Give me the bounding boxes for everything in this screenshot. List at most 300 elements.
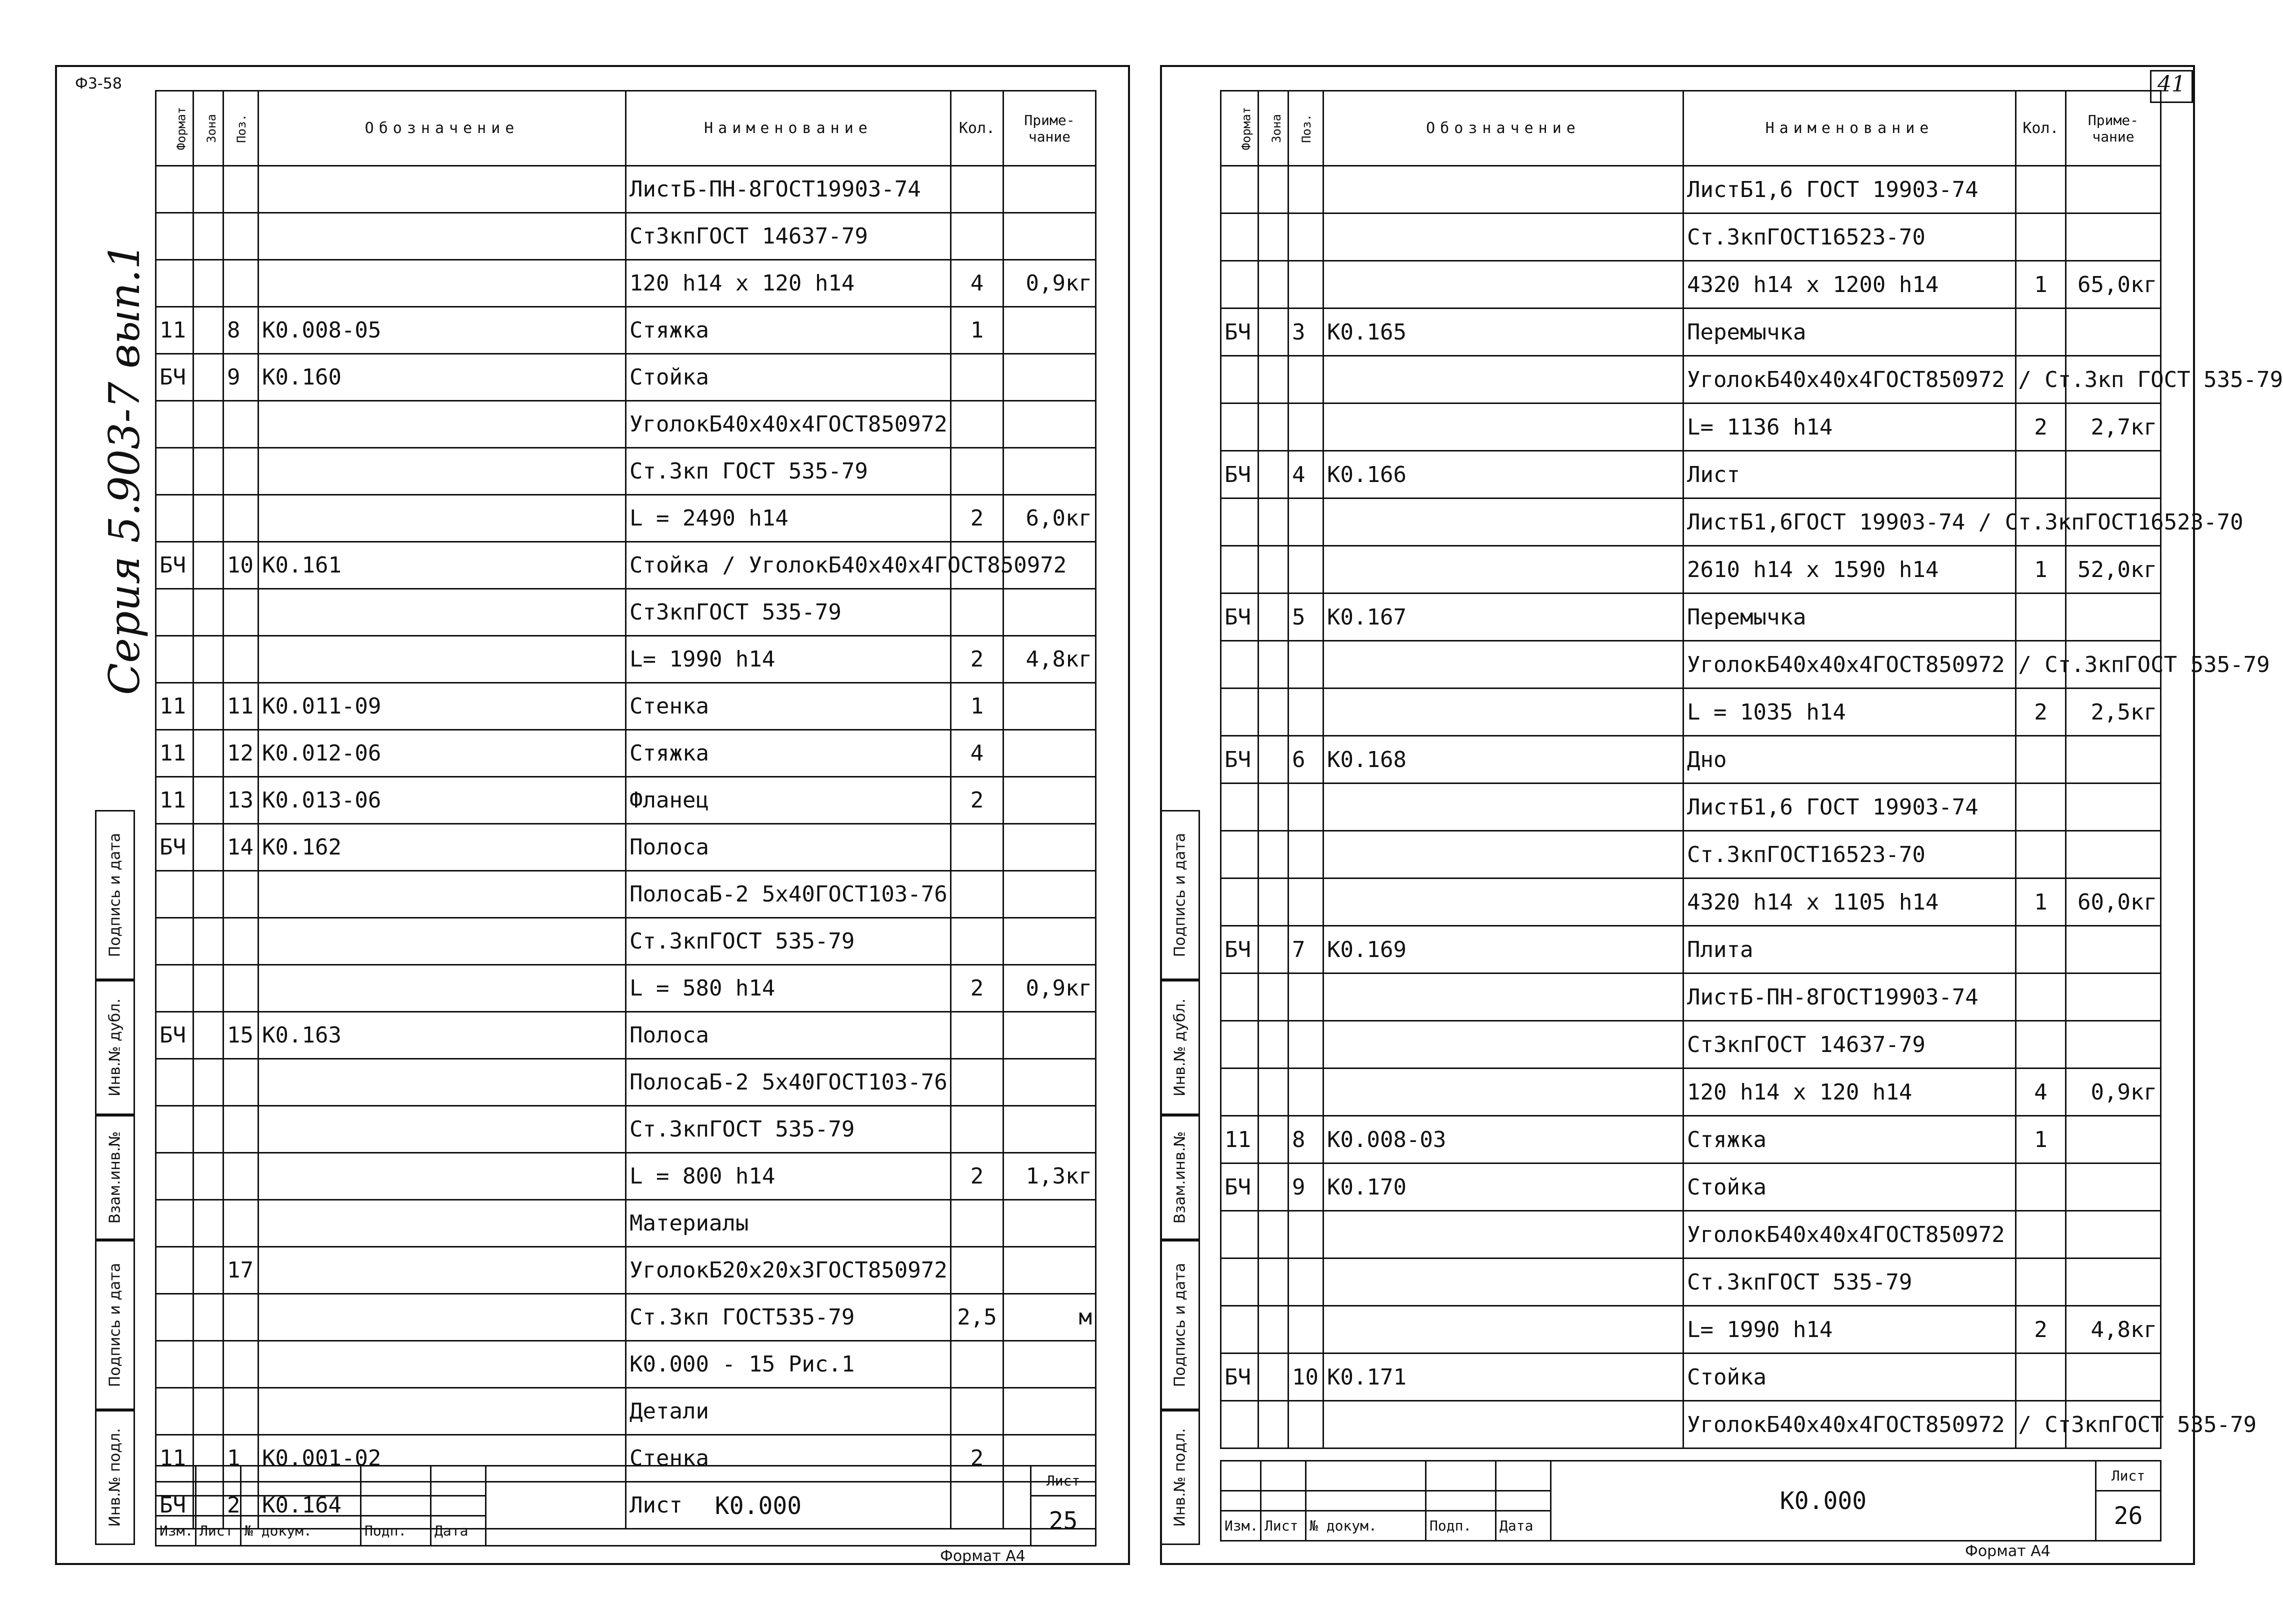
table-row: [1221, 261, 2161, 308]
cell-note: [1004, 307, 1096, 354]
cell-designation: К0.162: [258, 824, 626, 871]
cell-designation: [258, 1059, 626, 1106]
cell-pos: [1288, 356, 1324, 404]
cell-designation: [258, 965, 626, 1012]
cell-pos: [1288, 546, 1324, 594]
header-qty: Кол.: [951, 91, 1004, 166]
cell-qty: 2: [951, 1153, 1004, 1200]
cell-qty: [951, 871, 1004, 918]
cell-pos: [1288, 498, 1324, 546]
cell-note: 52,0кг: [2066, 546, 2161, 594]
table-row: [1221, 308, 2161, 356]
cell-note: 65,0кг: [2066, 261, 2161, 308]
table-row: [156, 260, 1096, 307]
cell-pos: 3: [1288, 308, 1324, 356]
table-row: [1221, 688, 2161, 736]
cell-designation: [1324, 1211, 1684, 1258]
cell-designation: [258, 166, 626, 213]
cell-zone: [1258, 166, 1288, 214]
col-list: Лист: [196, 1516, 241, 1546]
cell-zone: [1258, 214, 1288, 261]
cell-note: [2066, 784, 2161, 831]
cell-pos: [224, 1106, 258, 1153]
cell-name: УголокБ40х40х4ГОСТ850972 / Ст.3кп ГОСТ 535-79: [1684, 356, 2016, 404]
col-podp: Подп.: [361, 1516, 431, 1546]
cell-pos: [224, 871, 258, 918]
cell-pos: [224, 213, 258, 260]
cell-qty: [2016, 974, 2066, 1021]
cell-zone: [1258, 1258, 1288, 1306]
cell-format: [156, 918, 194, 965]
cell-format: [156, 213, 194, 260]
table-row: [156, 542, 1096, 589]
cell-qty: [2016, 308, 2066, 356]
table-row: [1221, 1021, 2161, 1068]
cell-pos: 6: [1288, 736, 1324, 784]
cell-pos: [1288, 1306, 1324, 1354]
table-row: [156, 448, 1096, 495]
cell-format: [156, 1294, 194, 1341]
cell-note: [1004, 213, 1096, 260]
cell-zone: [1258, 1068, 1288, 1116]
cell-format: [1221, 404, 1258, 451]
table-row: [1221, 356, 2161, 404]
header-name: Наименование: [1684, 91, 2016, 166]
cell-pos: [224, 260, 258, 307]
cell-zone: [194, 1341, 224, 1388]
cell-qty: [951, 1012, 1004, 1059]
cell-zone: [1258, 736, 1288, 784]
cell-name: L= 1990 h14: [1684, 1306, 2016, 1354]
cell-zone: [1258, 404, 1288, 451]
cell-format: [156, 1106, 194, 1153]
cell-note: [2066, 1164, 2161, 1211]
side-label: Инв.№ дубл.: [1160, 980, 1200, 1115]
cell-note: [1004, 683, 1096, 730]
cell-zone: [194, 777, 224, 824]
cell-pos: [224, 1341, 258, 1388]
right-spec-table: [1220, 90, 2283, 1449]
cell-zone: [1258, 1116, 1288, 1164]
left-spec-table: [155, 90, 1096, 1530]
cell-qty: [951, 448, 1004, 495]
cell-qty: 4: [951, 260, 1004, 307]
cell-zone: [1258, 926, 1288, 974]
cell-qty: [951, 1247, 1004, 1294]
cell-designation: [1324, 1258, 1684, 1306]
cell-pos: [224, 448, 258, 495]
table-row: [1221, 784, 2161, 831]
table-row: [1221, 831, 2161, 878]
cell-format: [1221, 688, 1258, 736]
cell-qty: [951, 213, 1004, 260]
cell-qty: 2: [951, 965, 1004, 1012]
cell-format: [156, 448, 194, 495]
cell-zone: [194, 1200, 224, 1247]
cell-designation: [258, 1200, 626, 1247]
header-designation: Обозначение: [1324, 91, 1684, 166]
sheet-label: Лист: [2096, 1461, 2161, 1491]
cell-pos: [1288, 878, 1324, 926]
cell-note: [1004, 1388, 1096, 1435]
cell-name: Лист: [1684, 451, 2016, 498]
cell-qty: [2016, 594, 2066, 641]
cell-qty: [951, 1059, 1004, 1106]
cell-pos: [1288, 404, 1324, 451]
cell-note: 4,8кг: [1004, 636, 1096, 683]
cell-note: [2066, 308, 2161, 356]
cell-name: Перемычка: [1684, 594, 2016, 641]
cell-format: [1221, 641, 1258, 688]
cell-zone: [1258, 974, 1288, 1021]
cell-designation: [258, 1294, 626, 1341]
cell-name: Перемычка: [1684, 308, 2016, 356]
table-row: [1221, 166, 2161, 214]
table-row: [1221, 1164, 2161, 1211]
cell-name: Стойка / УголокБ40х40х4ГОСТ850972: [626, 542, 951, 589]
cell-pos: 8: [1288, 1116, 1324, 1164]
cell-format: [1221, 974, 1258, 1021]
cell-name: Ст.3кп ГОСТ535-79: [626, 1294, 951, 1341]
cell-name: 120 h14 x 120 h14: [1684, 1068, 2016, 1116]
cell-designation: [258, 1106, 626, 1153]
table-row: [1221, 1211, 2161, 1258]
cell-pos: 10: [1288, 1354, 1324, 1401]
cell-pos: 11: [224, 683, 258, 730]
cell-format: [156, 495, 194, 542]
top-sheet-number: 41: [2150, 70, 2193, 103]
cell-note: [2066, 1258, 2161, 1306]
cell-note: [1004, 1012, 1096, 1059]
cell-pos: [1288, 831, 1324, 878]
cell-zone: [194, 824, 224, 871]
format-note-left: Формат А4: [940, 1548, 1026, 1565]
cell-designation: К0.171: [1324, 1354, 1684, 1401]
cell-zone: [194, 1153, 224, 1200]
cell-zone: [1258, 878, 1288, 926]
cell-name: Стойка: [1684, 1164, 2016, 1211]
cell-zone: [194, 683, 224, 730]
cell-pos: 8: [224, 307, 258, 354]
cell-zone: [194, 1294, 224, 1341]
cell-name: Ст3кпГОСТ 14637-79: [626, 213, 951, 260]
cell-note: [1004, 354, 1096, 401]
cell-note: [1004, 1106, 1096, 1153]
cell-format: БЧ: [156, 542, 194, 589]
cell-note: [2066, 1116, 2161, 1164]
cell-designation: [1324, 498, 1684, 546]
cell-note: [1004, 589, 1096, 636]
cell-format: БЧ: [1221, 926, 1258, 974]
cell-note: 2,7кг: [2066, 404, 2161, 451]
cell-name: ЛистБ1,6ГОСТ 19903-74 / Ст.3кпГОСТ16523-70: [1684, 498, 2016, 546]
cell-qty: [2016, 1164, 2066, 1211]
side-label: Подпись и дата: [1160, 1240, 1200, 1410]
cell-qty: 2: [951, 777, 1004, 824]
cell-format: [1221, 784, 1258, 831]
cell-zone: [194, 260, 224, 307]
cell-name: ЛистБ1,6 ГОСТ 19903-74: [1684, 784, 2016, 831]
cell-designation: К0.170: [1324, 1164, 1684, 1211]
table-row: [156, 1106, 1096, 1153]
cell-format: [1221, 1401, 1258, 1448]
cell-name: Стенка: [626, 1435, 951, 1482]
cell-name: УголокБ40х40х4ГОСТ850972 / Ст.3кпГОСТ 535-79: [1684, 641, 2016, 688]
cell-format: БЧ: [1221, 451, 1258, 498]
cell-qty: [2016, 166, 2066, 214]
table-row: [1221, 974, 2161, 1021]
cell-designation: [258, 495, 626, 542]
corner-code: Ф3-58: [75, 75, 122, 92]
cell-name: Стойка: [1684, 1354, 2016, 1401]
cell-zone: [194, 448, 224, 495]
side-label: Инв.№ дубл.: [95, 980, 135, 1115]
cell-designation: [1324, 261, 1684, 308]
cell-format: [1221, 1068, 1258, 1116]
side-label: Взам.инв.№: [1160, 1115, 1200, 1240]
cell-qty: 2,5: [951, 1294, 1004, 1341]
cell-note: [1004, 166, 1096, 213]
table-row: [156, 1294, 1096, 1341]
table-row: [156, 354, 1096, 401]
cell-name: Детали: [626, 1388, 951, 1435]
cell-name: Ст.3кпГОСТ 535-79: [1684, 1258, 2016, 1306]
cell-qty: [2016, 736, 2066, 784]
table-row: [1221, 1401, 2161, 1448]
cell-qty: [2016, 1258, 2066, 1306]
cell-name: Стойка: [626, 354, 951, 401]
cell-zone: [194, 354, 224, 401]
series-label: Серия 5.903-7 вып.1: [100, 242, 149, 695]
cell-qty: [951, 824, 1004, 871]
cell-pos: 5: [1288, 594, 1324, 641]
col-podp: Подп.: [1426, 1511, 1496, 1541]
table-row: [1221, 594, 2161, 641]
cell-pos: 9: [1288, 1164, 1324, 1211]
cell-designation: [258, 213, 626, 260]
cell-qty: [951, 918, 1004, 965]
cell-designation: [258, 589, 626, 636]
cell-designation: К0.008-03: [1324, 1116, 1684, 1164]
cell-zone: [1258, 308, 1288, 356]
cell-designation: [1324, 831, 1684, 878]
cell-designation: К0.001-02: [258, 1435, 626, 1482]
cell-pos: [1288, 641, 1324, 688]
cell-pos: [1288, 1068, 1324, 1116]
cell-zone: [1258, 1401, 1288, 1448]
table-row: [1221, 926, 2161, 974]
cell-zone: [1258, 261, 1288, 308]
header-row: [156, 91, 1096, 166]
cell-designation: К0.166: [1324, 451, 1684, 498]
cell-qty: 1: [2016, 878, 2066, 926]
cell-format: [1221, 166, 1258, 214]
cell-pos: [224, 401, 258, 448]
cell-note: 0,9кг: [1004, 260, 1096, 307]
cell-designation: [258, 1341, 626, 1388]
cell-name: Фланец: [626, 777, 951, 824]
cell-format: [156, 1200, 194, 1247]
table-row: [156, 307, 1096, 354]
table-row: [156, 636, 1096, 683]
header-designation: Обозначение: [258, 91, 626, 166]
side-label: Взам.инв.№: [95, 1115, 135, 1240]
cell-zone: [194, 1247, 224, 1294]
table-row: [1221, 1258, 2161, 1306]
cell-name: Стяжка: [1684, 1116, 2016, 1164]
cell-qty: [2016, 214, 2066, 261]
header-zone: Зона: [1258, 91, 1288, 166]
cell-format: БЧ: [1221, 736, 1258, 784]
cell-name: ПолосаБ-2 5х40ГОСТ103-76: [626, 871, 951, 918]
cell-zone: [194, 636, 224, 683]
cell-note: [2066, 974, 2161, 1021]
cell-name: Ст.3кпГОСТ16523-70: [1684, 214, 2016, 261]
cell-format: 11: [156, 683, 194, 730]
cell-pos: [1288, 1258, 1324, 1306]
cell-designation: К0.168: [1324, 736, 1684, 784]
cell-qty: [951, 1388, 1004, 1435]
table-row: [156, 1012, 1096, 1059]
table-row: [156, 1059, 1096, 1106]
sheet-label: Лист: [1031, 1466, 1096, 1496]
table-row: [156, 683, 1096, 730]
cell-designation: [1324, 1068, 1684, 1116]
cell-pos: [224, 918, 258, 965]
cell-zone: [1258, 594, 1288, 641]
cell-note: 0,9кг: [2066, 1068, 2161, 1116]
cell-qty: [951, 354, 1004, 401]
cell-pos: [1288, 688, 1324, 736]
cell-qty: [951, 401, 1004, 448]
cell-format: [1221, 498, 1258, 546]
cell-pos: 10: [224, 542, 258, 589]
cell-designation: К0.008-05: [258, 307, 626, 354]
cell-qty: 1: [951, 307, 1004, 354]
cell-designation: [1324, 878, 1684, 926]
header-row: [1221, 91, 2161, 166]
col-izm: Изм.: [156, 1516, 196, 1546]
table-row: [156, 1153, 1096, 1200]
cell-qty: [2016, 784, 2066, 831]
cell-designation: [1324, 784, 1684, 831]
cell-format: [1221, 878, 1258, 926]
table-row: [156, 1341, 1096, 1388]
table-row: [156, 495, 1096, 542]
cell-format: [1221, 1258, 1258, 1306]
cell-qty: [951, 589, 1004, 636]
cell-pos: [224, 1153, 258, 1200]
cell-zone: [1258, 451, 1288, 498]
cell-pos: [1288, 1211, 1324, 1258]
cell-qty: 2: [951, 636, 1004, 683]
cell-zone: [194, 730, 224, 777]
cell-pos: 9: [224, 354, 258, 401]
cell-zone: [194, 166, 224, 213]
cell-designation: [1324, 688, 1684, 736]
cell-note: [2066, 1354, 2161, 1401]
cell-format: БЧ: [1221, 308, 1258, 356]
cell-designation: К0.161: [258, 542, 626, 589]
cell-zone: [194, 495, 224, 542]
table-row: [156, 777, 1096, 824]
table-row: [156, 1200, 1096, 1247]
table-row: [1221, 404, 2161, 451]
cell-name: УголокБ40х40х4ГОСТ850972: [1684, 1211, 2016, 1258]
cell-name: 120 h14 x 120 h14: [626, 260, 951, 307]
cell-note: [1004, 777, 1096, 824]
cell-designation: [258, 401, 626, 448]
cell-qty: 1: [2016, 261, 2066, 308]
table-row: [156, 730, 1096, 777]
cell-zone: [194, 965, 224, 1012]
cell-note: [2066, 451, 2161, 498]
cell-format: БЧ: [156, 1482, 194, 1529]
cell-format: [156, 1388, 194, 1435]
cell-name: ЛистБ-ПН-8ГОСТ19903-74: [1684, 974, 2016, 1021]
cell-pos: 12: [224, 730, 258, 777]
table-row: [1221, 1306, 2161, 1354]
table-row: [156, 589, 1096, 636]
cell-name: Плита: [1684, 926, 2016, 974]
cell-designation: [1324, 356, 1684, 404]
cell-note: [1004, 401, 1096, 448]
cell-designation: [258, 1247, 626, 1294]
cell-format: БЧ: [156, 354, 194, 401]
header-pos: Поз.: [224, 91, 258, 166]
header-zone: Зона: [194, 91, 224, 166]
cell-qty: [951, 1106, 1004, 1153]
header-format: Формат: [1221, 91, 1258, 166]
cell-designation: [258, 871, 626, 918]
table-row: [1221, 498, 2161, 546]
cell-name: Стяжка: [626, 307, 951, 354]
cell-note: [2066, 1211, 2161, 1258]
header-qty: Кол.: [2016, 91, 2066, 166]
cell-pos: [224, 166, 258, 213]
table-row: [1221, 1116, 2161, 1164]
cell-format: [1221, 1021, 1258, 1068]
cell-pos: [224, 1059, 258, 1106]
cell-name: Ст.3кпГОСТ16523-70: [1684, 831, 2016, 878]
table-row: [156, 965, 1096, 1012]
cell-note: [1004, 871, 1096, 918]
cell-pos: [1288, 261, 1324, 308]
cell-zone: [194, 401, 224, 448]
table-row: [156, 871, 1096, 918]
cell-note: [1004, 1341, 1096, 1388]
cell-note: [2066, 831, 2161, 878]
cell-format: [1221, 831, 1258, 878]
cell-format: 11: [156, 730, 194, 777]
cell-note: [2066, 926, 2161, 974]
table-row: [156, 1247, 1096, 1294]
col-doc: № докум.: [241, 1516, 361, 1546]
cell-qty: 1: [951, 683, 1004, 730]
cell-name: Стенка: [626, 683, 951, 730]
cell-format: [1221, 546, 1258, 594]
cell-qty: [2016, 451, 2066, 498]
cell-pos: 14: [224, 824, 258, 871]
cell-designation: [1324, 404, 1684, 451]
cell-designation: [258, 636, 626, 683]
cell-format: БЧ: [1221, 1354, 1258, 1401]
table-row: [156, 401, 1096, 448]
cell-note: [2066, 214, 2161, 261]
cell-qty: 2: [2016, 1306, 2066, 1354]
cell-zone: [1258, 641, 1288, 688]
cell-zone: [194, 213, 224, 260]
